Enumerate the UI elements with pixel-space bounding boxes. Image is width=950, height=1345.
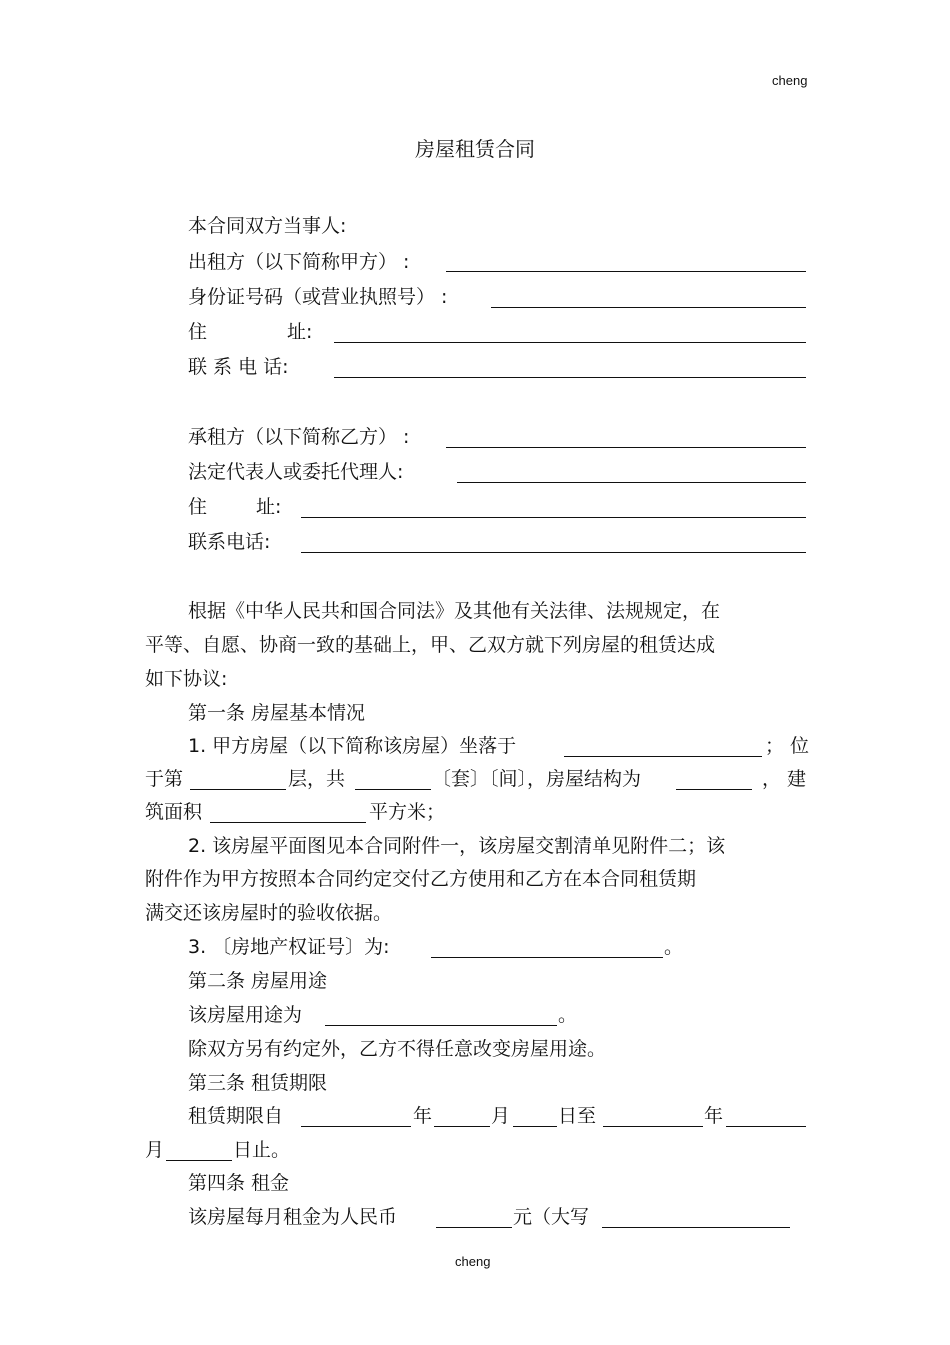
lessor-address-label-a: 住 [188,321,208,343]
end-year-field[interactable] [603,1126,703,1127]
lessor-address-label-b: 址: [287,321,313,343]
start-day-field[interactable] [513,1126,557,1127]
lessee-address-label-b: 址: [256,496,282,518]
preamble-line-3: 如下协议: [145,668,228,690]
lessor-id-label: 身份证号码（或营业执照号） : [188,286,448,308]
article-1-p7-b: 。 [664,936,684,958]
article-1-p2-a: 于第 [145,768,184,790]
property-location-field[interactable] [564,756,762,757]
total-floors-field[interactable] [355,789,431,790]
article-3-p2-b: 日止。 [233,1139,291,1161]
article-1-p2-c: 〔套〕〔间〕，房屋结构为 [432,768,642,790]
article-1-p1-a: 1. 甲方房屋（以下简称该房屋）坐落于 [188,735,517,757]
lessor-address-field[interactable] [334,342,806,343]
lessor-phone-field[interactable] [334,377,806,378]
lessee-phone-label: 联系电话: [188,531,271,553]
lessor-phone-label: 联 系 电 话: [188,356,289,378]
header-watermark: cheng [772,73,808,88]
floor-area-field[interactable] [210,822,366,823]
lessor-name-label: 出租方（以下简称甲方） : [188,251,410,273]
preamble-line-1: 根据《中华人民共和国合同法》及其他有关法律、法规规定，在 [188,600,721,622]
article-1-p2-d: ， 建 [762,768,807,790]
article-1-p7-a: 3. 〔房地产权证号〕为: [188,936,390,958]
article-1-p6: 满交还该房屋时的验收依据。 [145,902,393,924]
article-2-p1-b: 。 [558,1004,578,1026]
document-title: 房屋租赁合同 [415,137,535,161]
lessee-rep-field[interactable] [457,482,806,483]
article-3-p1-e: 年 [704,1105,724,1127]
structure-field[interactable] [676,789,752,790]
lessor-id-field[interactable] [491,307,806,308]
article-2-p2: 除双方另有约定外，乙方不得任意改变房屋用途。 [188,1038,607,1060]
article-4-title: 第四条 租金 [188,1172,290,1194]
article-3-title: 第三条 租赁期限 [188,1072,328,1094]
property-usage-field[interactable] [325,1025,557,1026]
lessee-name-field[interactable] [446,447,806,448]
article-1-title: 第一条 房屋基本情况 [188,702,366,724]
end-day-field[interactable] [166,1160,232,1161]
article-3-p1-b: 年 [413,1105,433,1127]
article-1-p2-b: 层，共 [288,768,346,790]
footer-watermark: cheng [455,1254,491,1269]
article-2-p1-a: 该房屋用途为 [188,1004,303,1026]
lessee-phone-field[interactable] [301,552,806,553]
article-3-p1-c: 月 [491,1105,511,1127]
article-1-p1-b: ； 位 [765,735,810,757]
article-2-title: 第二条 房屋用途 [188,970,328,992]
lessee-address-field[interactable] [301,517,806,518]
end-month-field[interactable] [726,1126,806,1127]
article-1-p4: 2. 该房屋平面图见本合同附件一，该房屋交割清单见附件二；该 [188,835,726,857]
property-cert-field[interactable] [431,957,663,958]
article-3-p2-a: 月 [145,1139,165,1161]
lessor-name-field[interactable] [446,271,806,272]
preamble-line-2: 平等、自愿、协商一致的基础上，甲、乙双方就下列房屋的租赁达成 [145,634,716,656]
parties-intro: 本合同双方当事人: [188,215,347,237]
lessee-name-label: 承租方（以下简称乙方） : [188,426,410,448]
lessee-address-label-a: 住 [188,496,208,518]
rent-in-words-field[interactable] [602,1227,790,1228]
lessee-rep-label: 法定代表人或委托代理人: [188,461,404,483]
monthly-rent-field[interactable] [436,1227,512,1228]
floor-field[interactable] [190,789,286,790]
start-year-field[interactable] [301,1126,411,1127]
article-1-p3-a: 筑面积 [145,801,203,823]
article-4-p1-b: 元（大写 [513,1206,590,1228]
article-3-p1-d: 日至 [558,1105,597,1127]
article-1-p3-b: 平方米； [369,801,446,823]
start-month-field[interactable] [434,1126,490,1127]
article-4-p1-a: 该房屋每月租金为人民币 [188,1206,398,1228]
article-1-p5: 附件作为甲方按照本合同约定交付乙方使用和乙方在本合同租赁期 [145,868,697,890]
article-3-p1-a: 租赁期限自 [188,1105,284,1127]
